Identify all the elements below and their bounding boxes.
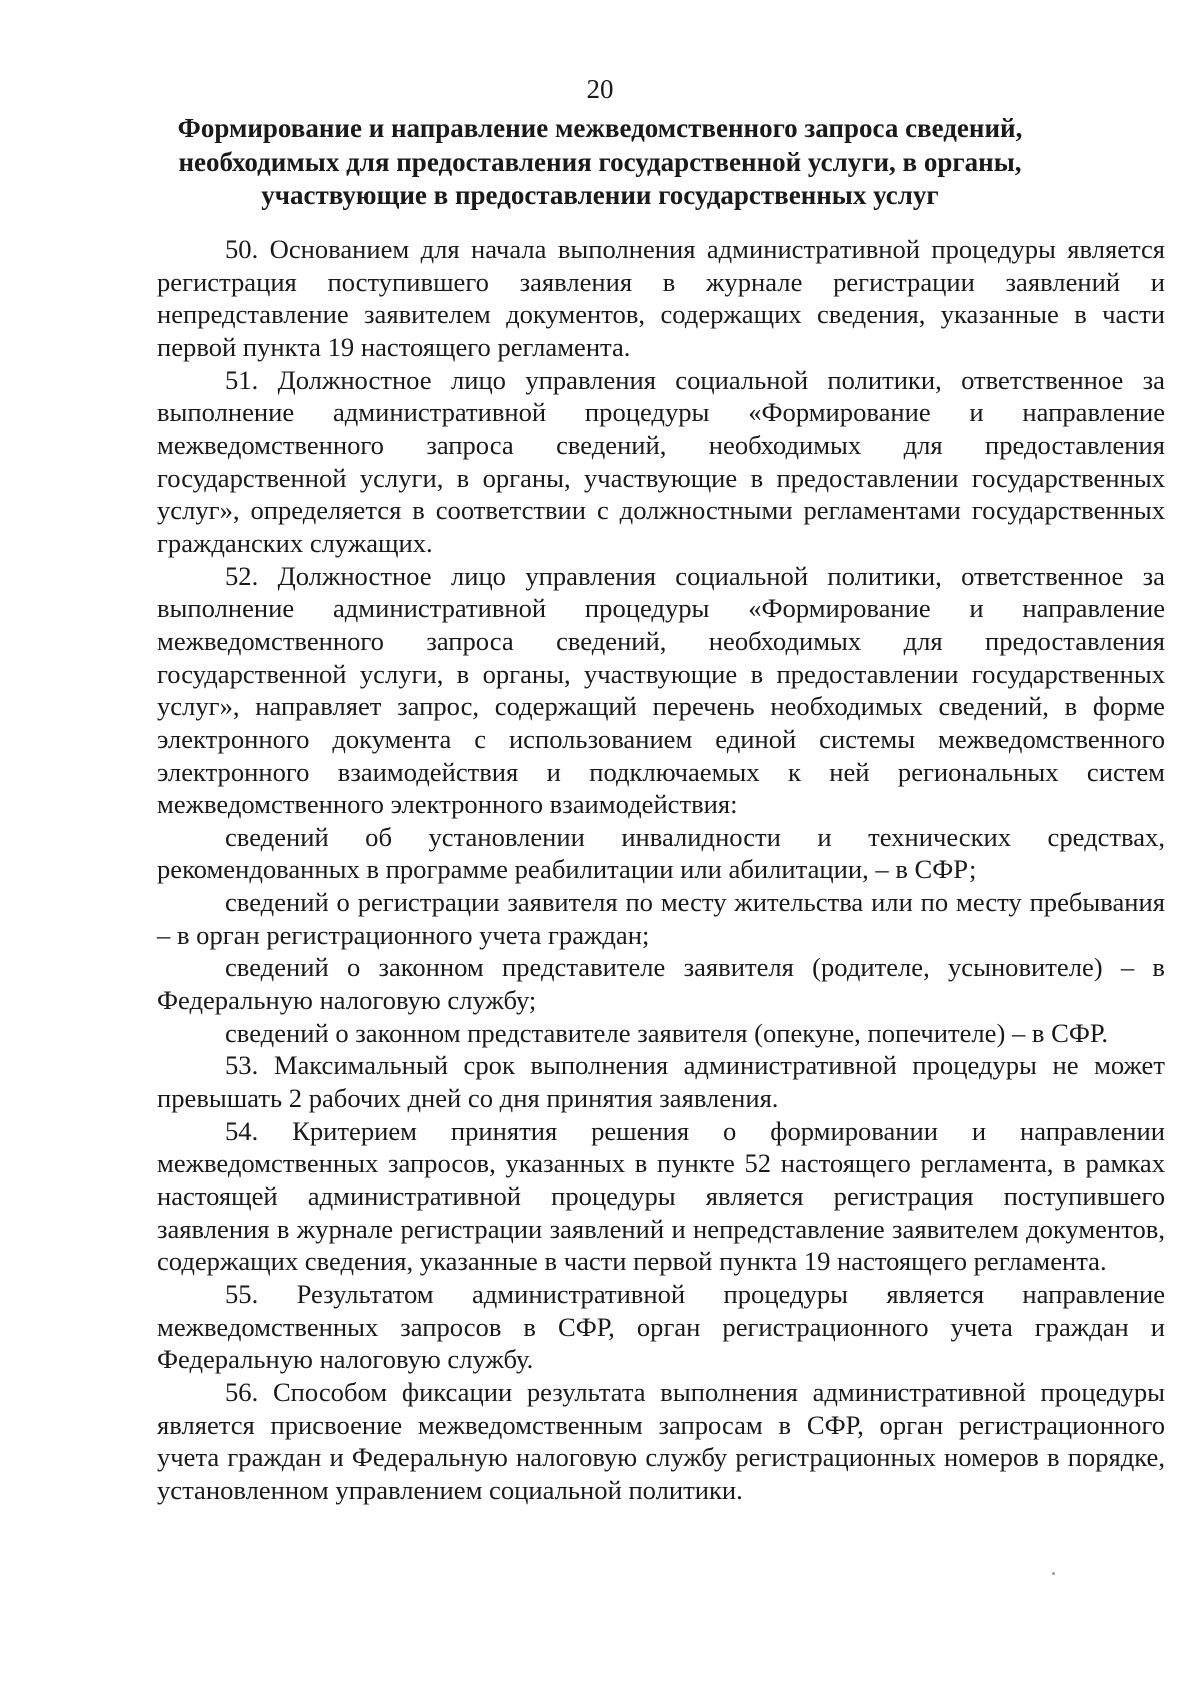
- page-number: 20: [586, 74, 614, 104]
- heading-line: участвующие в предоставлении государственных услуг: [261, 180, 939, 210]
- paragraph-51: 51. Должностное лицо управления социальной политики, ответственное за выполнение административной процедуры «Формирование и направление межведомственного запроса сведений, необходимых для предоставления государственной услуги, в органы, участвующие в предоставлении государственных услуг», определяется в соответствии с должностными регламентами государственных гражданских служащих.: [157, 364, 1165, 558]
- section-heading: [150, 112, 1050, 213]
- scan-speck: [1052, 1572, 1055, 1575]
- paragraph-52-item-registration: сведений о регистрации заявителя по месту жительства или по месту пребывания – в орган регистрационного учета граждан;: [157, 887, 1165, 950]
- paragraph-53: 53. Максимальный срок выполнения административной процедуры не может превышать 2 рабочих дней со дня принятия заявления.: [157, 1050, 1165, 1114]
- heading-line: необходимых для предоставления государственной услуги, в органы,: [178, 146, 1022, 177]
- paragraph-54: 54. Критерием принятия решения о формировании и направлении межведомственных запросов, указанных в пункте 52 настоящего регламента, в рамках настоящей административной процедуры является регистрация поступившего заявления в журнале регистрации заявлений и непредставление заявителем документов, содержащих сведения, указанные в части первой пункта 19 настоящего регламента.: [157, 1115, 1165, 1277]
- paragraph-56: 56. Способом фиксации результата выполнения административной процедуры является присвоение межведомственным запросам в СФР, орган регистрационного учета граждан и Федеральную налоговую службу регистрационных номеров в порядке, установленном управлением социальной политики.: [157, 1376, 1165, 1505]
- paragraph-52-item-parent: сведений о законном представителе заявителя (родителе, усыновителе) – в Федеральную налоговую службу;: [157, 952, 1165, 1016]
- paragraph-52-item-disability: сведений об установлении инвалидности и технических средствах, рекомендованных в программе реабилитации или абилитации, – в СФР;: [157, 821, 1165, 885]
- paragraph-52: 52. Должностное лицо управления социальной политики, ответственное за выполнение административной процедуры «Формирование и направление межведомственного запроса сведений, необходимых для предоставления государственной услуги, в органы, участвующие в предоставлении государственных услуг», направляет запрос, содержащий перечень необходимых сведений, в форме электронного документа с использованием единой системы межведомственного электронного взаимодействия и подключаемых к ней региональных систем межведомственного электронного взаимодействия:: [157, 560, 1165, 820]
- paragraph-50: 50. Основанием для начала выполнения административной процедуры является регистрация поступившего заявления в журнале регистрации заявлений и непредставление заявителем документов, содержащих сведения, указанные в части первой пункта 19 настоящего регламента.: [157, 234, 1165, 362]
- document-body: [157, 233, 1165, 1507]
- paragraph-55: 55. Результатом административной процедуры является направление межведомственных запросов в СФР, орган регистрационного учета граждан и Федеральную налоговую службу.: [157, 1279, 1165, 1375]
- paragraph-52-item-guardian: сведений о законном представителе заявителя (опекуне, попечителе) – в СФР.: [225, 1017, 1108, 1048]
- heading-line: Формирование и направление межведомственного запроса сведений,: [177, 113, 1023, 143]
